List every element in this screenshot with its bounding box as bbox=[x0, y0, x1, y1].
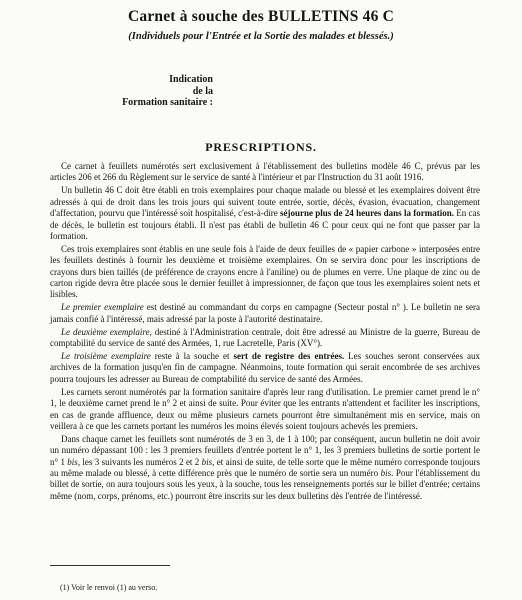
paragraph-6: Le troisième exemplaire reste à la souche et sert de registre des entrées. Les souches seront conservées aux archives de la formation jusqu'en fin de campagne. Néanmoins, toute formation qui serait encombrée de ses archives pourra toujours les adresser au Bureau de comptabilité du service de santé des Armées. bbox=[50, 351, 480, 384]
indication-line-1: Indication bbox=[169, 74, 213, 85]
paragraph-1: Ce carnet à feuillets numérotés sert exclusivement à l'établissement des bulletins modèle 46 C, prévus par les articles 206 et 266 du Règlement sur le service de santé à l'intérieur et par l'Instruction du 31 août 1916. bbox=[50, 161, 480, 183]
formation-indication bbox=[98, 74, 213, 109]
paragraph-3: Ces trois exemplaires sont établis en une seule fois à l'aide de deux feuilles de « papier carbone » interposées entre les feuillets destinés à fournir les deuxième et troisième exemplaires. On se servira donc pour les inscriptions de crayons durs bien taillés (de préférence de crayons encre à l'aniline) ou de plumes en verre. Une plaque de zinc ou de carton rigide devra être placée sous le dernier feuillet à impressionner, de façon que tous les exemplaires soient nets et lisibles. bbox=[50, 243, 480, 300]
footnote: (1) Voir le renvoi (1) au verso. bbox=[60, 583, 158, 592]
paragraph-2: Un bulletin 46 C doit être établi en trois exemplaires pour chaque malade ou blessé et les exemplaires doivent être adressés à qui de droit dans les trois jours qui suivent toute entrée, sortie, décès, évasion, évacuation, changement d'affectation, pourvu que l'intéressé soit hospitalisé, c'est-à-dire séjourne plus de 24 heures dans la formation. En cas de décès, le bulletin est toujours établi. Il n'est pas établi de bulletin 46 C pour ceux qui ne font que passer par la formation. bbox=[50, 185, 480, 241]
paragraph-5: Le deuxième exemplaire, destiné à l'Administration centrale, doit être adressé au Ministre de la guerre, Bureau de comptabilité du service de santé des Armées, 1, rue Lacretelle, Paris (XV°). bbox=[50, 326, 480, 349]
paragraph-4: Le premier exemplaire est destiné au commandant du corps en campagne (Secteur postal n° ). Le bulletin ne sera jamais confié à l'intéressé, mais adressé par la poste à l'autorité destinataire. bbox=[50, 302, 480, 324]
footnote-divider bbox=[50, 565, 170, 566]
page-title: Carnet à souche des BULLETINS 46 C bbox=[127, 8, 395, 25]
paragraph-7: Les carnets seront numérotés par la formation sanitaire d'après leur rang d'utilisation. Le premier carnet prend le n° 1, le deuxième carnet prend le n° 2 et ainsi de suite. Pour éviter que les entrants n'attendent et faciliter les inscriptions, en cas de grande affluence, deux ou même plusieurs carnets pourront être simultanément mis en service, mais on veillera à ce que les carnets portant les numéros les moins élevés soient toujours achevés les premiers. bbox=[50, 386, 480, 431]
indication-line-3: Formation sanitaire : bbox=[122, 97, 213, 108]
section-title: PRESCRIPTIONS. bbox=[205, 140, 317, 154]
paragraph-8: Dans chaque carnet les feuillets sont numérotés de 3 en 3, de 1 à 100; par conséquent, aucun bulletin ne doit avoir un numéro dépassant 100 : les 3 premiers feuillets d'entrée portent le n° 1, les 3 premiers bulletins de sortie portent le n° 1 bis, les 3 suivants les numéros 2 et 2 bis, et ainsi de suite, de telle sorte que le même numéro corresponde toujours au même malade ou blessé, à cette différence près que le numéro de sortie sera un numéro bis. Pour l'établissement du billet de sortie, on aura toujours sous les yeux, à la souche, tous les renseignements portés sur le billet d'entrée; certains même (nom, corps, prénoms, etc.) pourront être inscrits sur les deux bulletins dès l'entrée de l'intéressé. bbox=[50, 433, 480, 501]
prescriptions-body bbox=[50, 161, 480, 504]
page-subtitle: (Individuels pour l'Entrée et la Sortie des malades et blessés.) bbox=[128, 31, 394, 42]
indication-line-2: de la bbox=[192, 85, 213, 97]
